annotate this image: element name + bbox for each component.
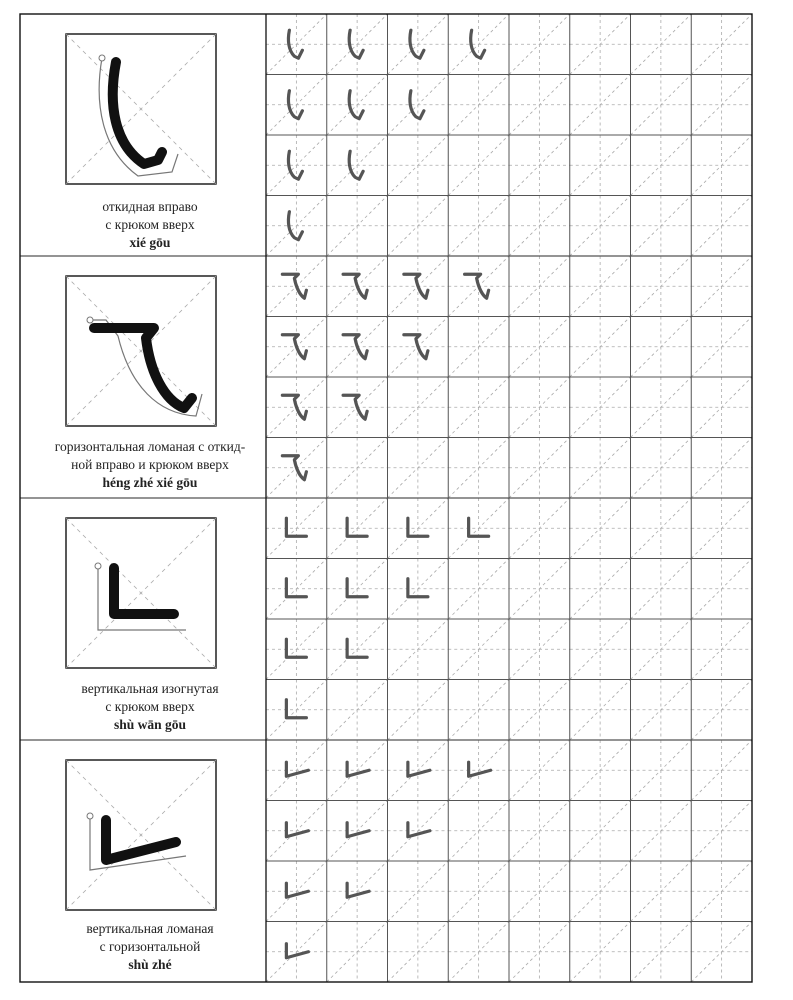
cell-guide-diagonal: [448, 438, 509, 499]
stroke-start-point-icon: [87, 813, 93, 819]
stroke-label-heng-zhe-xie-gou: [38, 438, 262, 492]
cell-guide-diagonal: [327, 801, 388, 862]
cell-guide-diagonal: [570, 196, 631, 257]
cell-guide-diagonal: [570, 740, 631, 801]
sample-stroke-shu-wan-gou: [286, 518, 306, 536]
cell-guide-diagonal: [509, 135, 570, 196]
cell-guide-diagonal: [691, 135, 752, 196]
stroke-label-shu-zhe: [38, 920, 262, 974]
stroke-start-point-icon: [95, 563, 101, 569]
sample-stroke-shu-wan-gou: [408, 518, 428, 536]
cell-guide-diagonal: [327, 861, 388, 922]
cell-guide-diagonal: [327, 740, 388, 801]
sample-stroke-shu-wan-gou: [286, 639, 306, 657]
cell-guide-diagonal: [631, 75, 692, 136]
cell-guide-diagonal: [448, 740, 509, 801]
cell-guide-diagonal: [509, 438, 570, 499]
cell-guide-diagonal: [509, 377, 570, 438]
cell-guide-diagonal: [631, 740, 692, 801]
cell-guide-diagonal: [388, 438, 449, 499]
cell-guide-diagonal: [327, 75, 388, 136]
cell-guide-diagonal: [388, 14, 449, 75]
cell-guide-diagonal: [388, 922, 449, 983]
cell-guide-diagonal: [631, 861, 692, 922]
cell-guide-diagonal: [570, 801, 631, 862]
cell-guide-diagonal: [691, 922, 752, 983]
cell-guide-diagonal: [631, 801, 692, 862]
cell-guide-diagonal: [691, 196, 752, 257]
sample-stroke-shu-wan-gou: [347, 579, 367, 597]
cell-guide-diagonal: [509, 680, 570, 741]
cell-guide-diagonal: [388, 135, 449, 196]
cell-guide-diagonal: [691, 438, 752, 499]
cell-guide-diagonal: [327, 14, 388, 75]
stroke-description-line: с крюком вверх: [105, 217, 195, 232]
cell-guide-diagonal: [631, 317, 692, 378]
cell-guide-diagonal: [327, 498, 388, 559]
cell-guide-diagonal: [266, 680, 327, 741]
stroke-label-xie-gou: [38, 198, 262, 252]
cell-guide-diagonal: [327, 680, 388, 741]
cell-guide-diagonal: [266, 619, 327, 680]
cell-guide-diagonal: [509, 196, 570, 257]
vertical-bending-hook-stroke-icon: [347, 579, 367, 597]
cell-guide-diagonal: [691, 680, 752, 741]
cell-guide-diagonal: [570, 922, 631, 983]
stroke-description-line: вертикальная изогнутая: [81, 681, 219, 696]
stroke-pinyin: shù zhé: [128, 957, 172, 972]
cell-guide-diagonal: [631, 680, 692, 741]
stroke-pinyin: xié gōu: [129, 235, 171, 250]
cell-guide-diagonal: [448, 75, 509, 136]
cell-guide-diagonal: [691, 498, 752, 559]
sample-stroke-shu-wan-gou: [408, 579, 428, 597]
cell-guide-diagonal: [327, 619, 388, 680]
cell-guide-diagonal: [631, 135, 692, 196]
cell-guide-diagonal: [509, 861, 570, 922]
cell-guide-diagonal: [509, 801, 570, 862]
cell-guide-diagonal: [266, 861, 327, 922]
cell-guide-diagonal: [631, 619, 692, 680]
cell-guide-diagonal: [631, 559, 692, 620]
cell-guide-diagonal: [327, 196, 388, 257]
cell-guide-diagonal: [388, 559, 449, 620]
cell-guide-diagonal: [691, 256, 752, 317]
cell-guide-diagonal: [448, 559, 509, 620]
cell-guide-diagonal: [691, 377, 752, 438]
cell-guide-diagonal: [509, 14, 570, 75]
vertical-bending-hook-stroke-icon: [286, 700, 306, 718]
cell-guide-diagonal: [509, 317, 570, 378]
cell-guide-diagonal: [631, 922, 692, 983]
sample-stroke-shu-wan-gou: [347, 639, 367, 657]
cell-guide-diagonal: [327, 438, 388, 499]
cell-guide-diagonal: [509, 559, 570, 620]
stroke-demo-box-shu-wan-gou: [66, 518, 216, 668]
cell-guide-diagonal: [448, 801, 509, 862]
stroke-label-shu-wan-gou: [38, 680, 262, 734]
cell-guide-diagonal: [388, 196, 449, 257]
cell-guide-diagonal: [691, 619, 752, 680]
cell-guide-diagonal: [691, 861, 752, 922]
vertical-bending-hook-stroke-icon: [347, 639, 367, 657]
cell-guide-diagonal: [388, 861, 449, 922]
cell-guide-diagonal: [509, 498, 570, 559]
stroke-pinyin: shù wān gōu: [113, 717, 187, 732]
cell-guide-diagonal: [388, 619, 449, 680]
cell-guide-diagonal: [570, 317, 631, 378]
vertical-bending-hook-stroke-icon: [408, 579, 428, 597]
stroke-start-point-icon: [87, 317, 93, 323]
cell-guide-diagonal: [570, 14, 631, 75]
stroke-description-line: горизонтальная ломаная с откид-: [54, 439, 246, 454]
cell-guide-diagonal: [448, 861, 509, 922]
cell-guide-diagonal: [388, 680, 449, 741]
cell-guide-diagonal: [266, 922, 327, 983]
cell-guide-diagonal: [691, 14, 752, 75]
cell-guide-diagonal: [570, 619, 631, 680]
stroke-start-point-icon: [99, 55, 105, 61]
cell-guide-diagonal: [388, 498, 449, 559]
vertical-bending-hook-stroke-icon: [286, 579, 306, 597]
stroke-demo-box-heng-zhe-xie-gou: [66, 276, 216, 426]
cell-guide-diagonal: [266, 14, 327, 75]
cell-guide-diagonal: [266, 801, 327, 862]
stroke-description-line: с горизонтальной: [99, 939, 201, 954]
vertical-bending-hook-stroke-icon: [408, 518, 428, 536]
cell-guide-diagonal: [266, 75, 327, 136]
cell-guide-diagonal: [570, 680, 631, 741]
cell-guide-diagonal: [266, 740, 327, 801]
cell-guide-diagonal: [631, 377, 692, 438]
sample-stroke-shu-wan-gou: [469, 518, 489, 536]
vertical-bending-hook-stroke-icon: [469, 518, 489, 536]
cell-guide-diagonal: [691, 75, 752, 136]
stroke-pinyin: héng zhé xié gōu: [102, 475, 198, 490]
cell-guide-diagonal: [448, 317, 509, 378]
cell-guide-diagonal: [509, 740, 570, 801]
cell-guide-diagonal: [327, 559, 388, 620]
cell-guide-diagonal: [570, 377, 631, 438]
cell-guide-diagonal: [327, 135, 388, 196]
stroke-description-line: откидная вправо: [102, 199, 198, 214]
cell-guide-diagonal: [266, 559, 327, 620]
cell-guide-diagonal: [266, 196, 327, 257]
cell-guide-diagonal: [448, 619, 509, 680]
cell-guide-diagonal: [448, 135, 509, 196]
cell-guide-diagonal: [509, 619, 570, 680]
cell-guide-diagonal: [388, 740, 449, 801]
stroke-description-line: с крюком вверх: [105, 699, 195, 714]
cell-guide-diagonal: [570, 861, 631, 922]
cell-guide-diagonal: [509, 256, 570, 317]
cell-guide-diagonal: [509, 75, 570, 136]
vertical-bending-hook-stroke-icon: [286, 518, 306, 536]
cell-guide-diagonal: [448, 14, 509, 75]
cell-guide-diagonal: [448, 377, 509, 438]
cell-guide-diagonal: [570, 498, 631, 559]
cell-guide-diagonal: [691, 801, 752, 862]
stroke-demo-box-shu-zhe: [66, 760, 216, 910]
cell-guide-diagonal: [388, 801, 449, 862]
cell-guide-diagonal: [448, 680, 509, 741]
cell-guide-diagonal: [631, 14, 692, 75]
cell-guide-diagonal: [631, 196, 692, 257]
cell-guide-diagonal: [266, 498, 327, 559]
stroke-description-line: ной вправо и крюком вверх: [71, 457, 229, 472]
cell-guide-diagonal: [631, 498, 692, 559]
vertical-bending-hook-stroke-icon: [347, 518, 367, 536]
stroke-demo-box-xie-gou: [66, 34, 216, 184]
cell-guide-diagonal: [691, 559, 752, 620]
cell-guide-diagonal: [631, 256, 692, 317]
cell-guide-diagonal: [570, 75, 631, 136]
cell-guide-diagonal: [388, 75, 449, 136]
cell-guide-diagonal: [570, 559, 631, 620]
cell-guide-diagonal: [691, 740, 752, 801]
cell-guide-diagonal: [388, 377, 449, 438]
practice-sample-strokes: [282, 30, 490, 958]
vertical-bending-hook-stroke-icon: [286, 639, 306, 657]
cell-guide-diagonal: [448, 498, 509, 559]
cell-guide-diagonal: [631, 438, 692, 499]
cell-guide-diagonal: [570, 256, 631, 317]
cell-guide-diagonal: [570, 438, 631, 499]
cell-guide-diagonal: [448, 922, 509, 983]
cell-guide-diagonal: [570, 135, 631, 196]
sample-stroke-shu-wan-gou: [286, 700, 306, 718]
cell-guide-diagonal: [327, 922, 388, 983]
cell-guide-diagonal: [691, 317, 752, 378]
cell-guide-diagonal: [509, 922, 570, 983]
stroke-description-line: вертикальная ломаная: [86, 921, 214, 936]
sample-stroke-shu-wan-gou: [286, 579, 306, 597]
sample-stroke-shu-wan-gou: [347, 518, 367, 536]
cell-guide-diagonal: [266, 135, 327, 196]
cell-guide-diagonal: [448, 196, 509, 257]
